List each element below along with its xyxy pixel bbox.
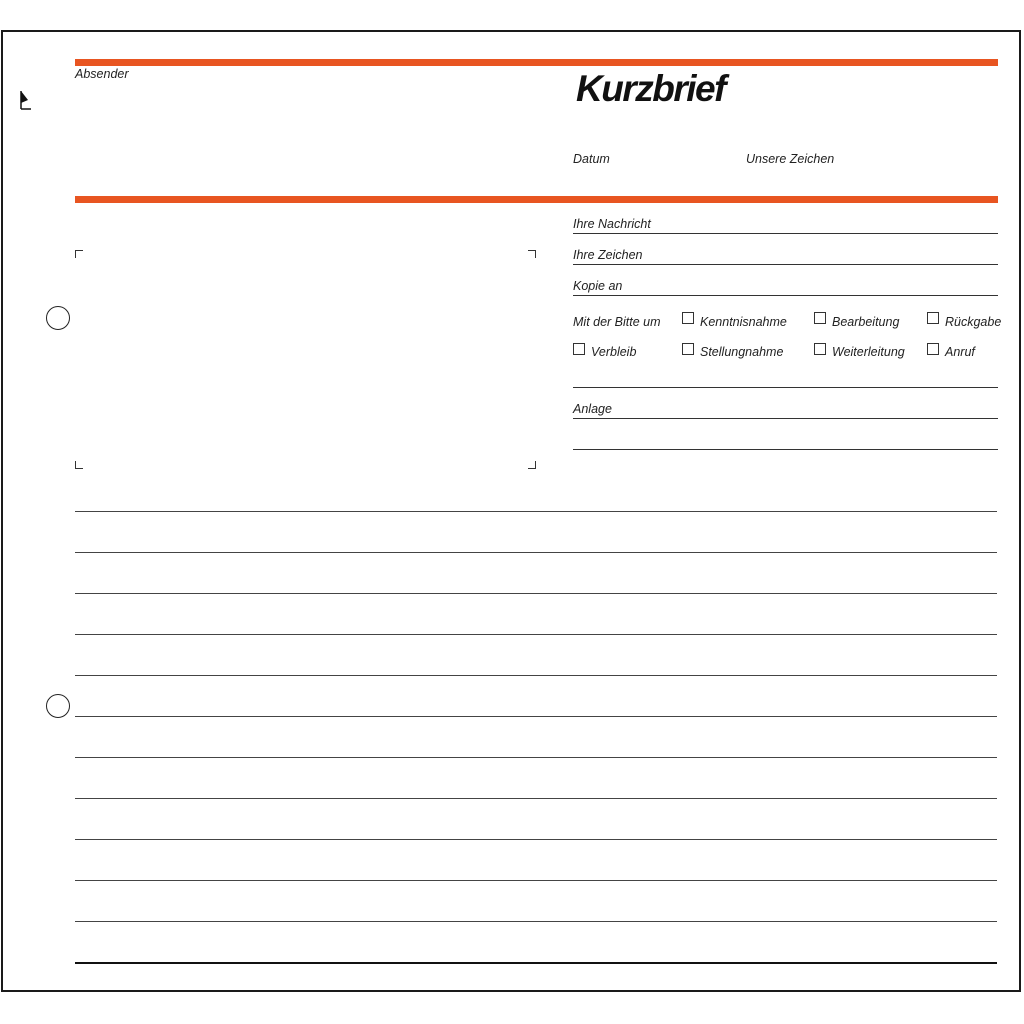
request-label: Mit der Bitte um (573, 315, 661, 329)
fold-mark-icon (19, 90, 33, 110)
your-reference-label: Ihre Zeichen (573, 248, 643, 262)
our-reference-label: Unsere Zeichen (746, 152, 835, 166)
date-label: Datum (573, 152, 610, 166)
your-message-label: Ihre Nachricht (573, 217, 651, 231)
body-bottom-line (75, 962, 997, 964)
body-line[interactable] (75, 921, 997, 922)
option-label: Verbleib (591, 345, 637, 359)
attachment-field-extra[interactable] (573, 449, 998, 450)
body-line[interactable] (75, 839, 997, 840)
header-accent-bar (75, 196, 998, 203)
address-window-corner-icon (75, 461, 83, 469)
punch-hole-icon (46, 694, 70, 718)
punch-hole-icon (46, 306, 70, 330)
address-window-corner-icon (528, 461, 536, 469)
option-label: Kenntnisnahme (700, 315, 787, 329)
address-window-corner-icon (528, 250, 536, 258)
copy-to-field[interactable] (573, 295, 998, 296)
body-line[interactable] (75, 798, 997, 799)
your-reference-field[interactable] (573, 264, 998, 265)
body-line[interactable] (75, 634, 997, 635)
attachment-field[interactable] (573, 418, 998, 419)
address-window-corner-icon (75, 250, 83, 258)
checkbox-stellungnahme[interactable] (682, 343, 694, 355)
body-line[interactable] (75, 880, 997, 881)
checkbox-bearbeitung[interactable] (814, 312, 826, 324)
request-note-field[interactable] (573, 387, 998, 388)
checkbox-rueckgabe[interactable] (927, 312, 939, 324)
option-label: Weiterleitung (832, 345, 905, 359)
body-line[interactable] (75, 716, 997, 717)
option-label: Bearbeitung (832, 315, 900, 329)
body-line[interactable] (75, 757, 997, 758)
body-line[interactable] (75, 675, 997, 676)
your-message-field[interactable] (573, 233, 998, 234)
option-label: Stellungnahme (700, 345, 784, 359)
body-line[interactable] (75, 511, 997, 512)
top-accent-bar (75, 59, 998, 66)
checkbox-anruf[interactable] (927, 343, 939, 355)
sender-label: Absender (75, 67, 129, 81)
body-line[interactable] (75, 552, 997, 553)
attachment-label: Anlage (573, 402, 612, 416)
option-label: Anruf (945, 345, 975, 359)
form-title: Kurzbrief (576, 68, 725, 109)
checkbox-kenntnisnahme[interactable] (682, 312, 694, 324)
checkbox-verbleib[interactable] (573, 343, 585, 355)
copy-to-label: Kopie an (573, 279, 623, 293)
option-label: Rückgabe (945, 315, 1002, 329)
body-line[interactable] (75, 593, 997, 594)
checkbox-weiterleitung[interactable] (814, 343, 826, 355)
